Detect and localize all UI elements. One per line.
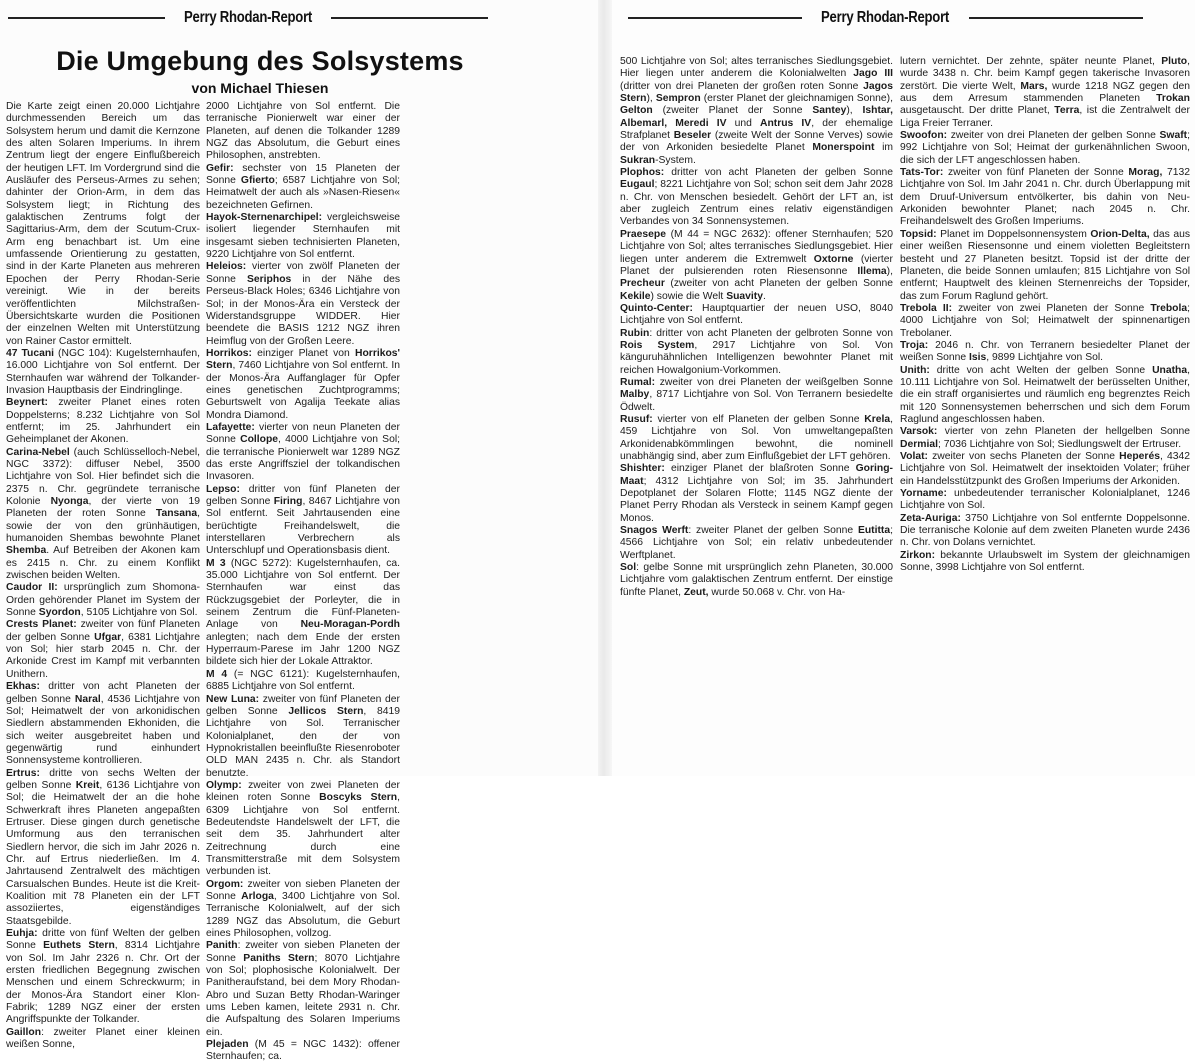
glossary-entry — [900, 365, 1190, 427]
glossary-entry — [206, 484, 400, 558]
entry-term: Monerspoint — [812, 142, 875, 154]
entry-text: (dritter von drei Planeten der großen roten Sonne — [620, 80, 864, 92]
entry-term: Neu-Moragan-Pordh — [300, 619, 400, 631]
entry-term: Quinto-Center: — [620, 302, 693, 314]
entry-text: im — [874, 142, 893, 154]
entry-text: , der ehemalige Strafplanet — [620, 117, 893, 142]
glossary-entry — [206, 780, 400, 879]
entry-term: Terra — [1054, 105, 1080, 117]
entry-text: ursprünglich zum Shomona-Orden gehörender Planet im System der Sonne — [6, 582, 200, 619]
entry-term: Plejaden — [206, 1039, 249, 1051]
glossary-entry — [206, 558, 400, 669]
entry-text: und — [726, 117, 760, 129]
entry-term: Mars, — [1020, 80, 1048, 92]
glossary-entry — [206, 669, 400, 694]
entry-text: , 2917 Lichtjahre von Sol. Von känguruhähnlichen Intelligenzen bewohnter Planet mit reichen Howalgonium-Vorkommen. — [620, 339, 893, 376]
entry-text: wurde 50.068 v. Chr. von Ha- — [708, 586, 846, 598]
entry-term: Zeut, — [683, 586, 709, 598]
entry-term: Eugaul — [620, 179, 655, 191]
entry-text: dritter von fünf Planeten der gelben Sonne — [206, 483, 400, 507]
entry-text: , 8467 Lichtjahre von Sol entfernt. Seit Jahrtausenden eine berüchtigte Freihandelswelt, die interstellaren Verbrechern als Unterschlupf und Operationsbasis dient. — [206, 496, 400, 557]
entry-text: dritter von acht Planeten der gelben Sonne — [6, 681, 200, 705]
entry-text: (erster Planet der gleichnamigen Sonne), — [700, 93, 893, 105]
entry-text: , sowie der von den grünhäutigen, humanoiden Shembas bewohnte Planet — [6, 508, 200, 545]
entry-text: anlegten; nach dem Ende der ersten Hyperraum-Parese im Jahr 1200 NGZ bildete sich hier der Lokale Attraktor. — [206, 631, 400, 668]
entry-text: ; 992 Lichtjahre von Sol; Heimat der gurkenähnlichen Swoon, die sich der LFT angeschlossen haben. — [900, 130, 1190, 166]
glossary-entry — [6, 348, 200, 397]
glossary-entry — [620, 525, 893, 562]
entry-term: Horrikos' Stern — [206, 347, 400, 372]
entry-text: , 6309 Lichtjahre von Sol entfernt. Bedeutendste Handelswelt der LFT, die seit dem 35. Jahrhundert alter Zeitrechnung durch eine Transmitterstraße mit dem Solsystem verbunden ist. — [206, 792, 401, 878]
glossary-entry — [6, 1027, 200, 1052]
entry-text: , 4000 Lichtjahre von Sol; die terranische Pionierwelt war 1289 NGZ das erste Angriffsziel der tolkandischen Invasoren. — [206, 434, 400, 483]
glossary-entry — [6, 397, 200, 446]
entry-text: : zweiter Planet der gelben Sonne — [688, 525, 858, 537]
running-head-label: Perry Rhodan-Report — [184, 9, 313, 26]
entry-text: : dritter von acht Planeten der gelbroten Sonne von — [649, 327, 893, 339]
entry-term: Shemba — [6, 545, 47, 557]
entry-text: zweiter von drei Planeten der weißgelben Sonne — [655, 376, 893, 388]
entry-text: , 6136 Lichtjahre von Sol; die Heimatwelt der an die hohe Schwerkraft ihres Planeten angepaßten Ertruser. Diese gingen durch genetische Umformung aus den terranischen Siedlern hervor, die sich im Jahr 2026 n. Chr. auf Ertrus niederließen. Im 4. Jahrtausend Zentralwelt des mächtigen Carsualschen Bundes. Heute ist die Kreit-Koalition mit 78 Planeten ein der LFT assoziiertes, eigenständiges Staatsgebilde. — [6, 779, 200, 927]
entry-term: Praesepe — [620, 228, 667, 240]
entry-text: bekannte Urlaubswelt im System der gleichnamigen Sonne, 3998 Lichtjahre von Sol entfernt. — [900, 549, 1190, 574]
entry-text: zweiter von sechs Planeten der Sonne — [927, 451, 1120, 462]
entry-term: Unatha — [1152, 364, 1188, 376]
entry-text: ; 4566 Lichtjahre von Sol; ein relativ unbedeutender Werftplanet. — [620, 525, 893, 561]
entry-text: ) sowie die Welt — [650, 290, 727, 302]
entry-term: Euthets Stern — [43, 940, 115, 952]
glossary-entry — [6, 768, 200, 928]
right-page — [600, 0, 1195, 776]
entry-text: vierter von zwölf Planeten der Sonne — [206, 261, 400, 285]
entry-text: , der vierte von 19 Planeten der roten Sonne — [6, 496, 200, 520]
entry-term: Kreit — [75, 779, 100, 791]
entry-text: ), — [646, 93, 656, 105]
glossary-entry — [900, 488, 1190, 513]
entry-text: zweiter von sieben Planeten der Sonne — [206, 878, 400, 902]
entry-term: Naral — [74, 693, 101, 705]
entry-term: Precheur — [620, 278, 665, 290]
entry-term: Boscyks Stern — [319, 792, 398, 804]
entry-term: Santey — [812, 105, 847, 117]
glossary-entry — [206, 879, 400, 941]
entry-term: M 4 — [206, 668, 228, 680]
entry-text: , 3400 Lichtjahre von Sol. Terranische Kolonialwelt, auf der sich 1289 NGZ das Absolutum, die Geburt eines Philosophen, vollzog. — [206, 891, 400, 940]
text-column — [900, 56, 1190, 574]
entry-text: in der Nähe des Perseus-Black Holes; 6346 Lichtjahre von Sol; in der Monos-Ära ein Versteck der Widerstandsgruppe WIDDER. Hier beendete die BASIS 1212 NGZ ihren Heimflug von der Großen Leere. — [206, 273, 400, 347]
article-byline: von Michael Thiesen — [191, 80, 329, 96]
text-column — [206, 101, 400, 1064]
entry-term: Jagos Stern — [620, 80, 893, 105]
entry-term: Ishtar, Albemarl, Meredi IV — [620, 105, 893, 129]
glossary-entry — [6, 582, 200, 619]
entry-term: Jellicos Stern — [288, 705, 364, 717]
entry-term: Sol — [620, 562, 637, 574]
entry-term: Malby — [620, 389, 650, 401]
entry-text: (NGC 5272): Kugelsternhaufen, ca. 35.000 Lichtjahre von Sol entfernt. Der Sternhaufen war einst das Rückzugsgebiet der Porleyter, die in seinem Zentrum die Fünf-Planeten-Anlage von — [206, 557, 400, 631]
entry-term: Antrus IV — [759, 117, 812, 129]
entry-term: Beynert: — [6, 397, 48, 409]
entry-text: , 8419 Lichtjahre von Sol. Terranischer Kolonialplanet, den der von Hypnokristallen beeinflußte Riesenroboter OLD MAN 2435 n. Chr. als Standort benutzte. — [206, 705, 400, 779]
entry-term: Dermial — [900, 438, 938, 450]
entry-term: Volat: — [900, 451, 928, 462]
glossary-entry — [620, 377, 893, 414]
entry-term: Suavity — [726, 290, 763, 302]
entry-term: Varsok: — [900, 426, 938, 438]
glossary-entry — [620, 229, 893, 303]
entry-text: , wurde 3438 n. Chr. beim Kampf gegen takerische Invasoren zerstört. Die vierte Welt, — [900, 56, 1190, 92]
glossary-entry — [206, 694, 400, 780]
text-column — [620, 56, 893, 599]
entry-text: unbedeutender terranischer Kolonialplanet, 1246 Lichtjahre von Sol. — [900, 488, 1190, 512]
entry-term: Gfierto — [240, 175, 275, 187]
entry-term: Crests Planet: — [6, 619, 77, 631]
entry-term: Sukran — [620, 154, 656, 166]
entry-term: Eutitta — [857, 525, 891, 537]
entry-term: Topsid: — [900, 228, 937, 240]
entry-text: ausgetauscht. Der dritte Planet, — [900, 105, 1055, 117]
entry-text: (M 44 = NGC 2632): offener Sternhaufen; 520 Lichtjahre von Sol; altes terranisches Siedlungsgebiet. Hier liegen unter anderem die Extremwelt — [620, 228, 893, 265]
entry-text: Planet im Doppelsonnensystem — [936, 228, 1091, 240]
glossary-entry — [6, 681, 200, 767]
entry-text: , 4342 Lichtjahre von Sol. Heimatwelt der insektoiden Volater; früher ein Handelsstützpunkt des Großen Imperiums der Arkoniden. — [900, 451, 1190, 487]
entry-text: , 8314 Lichtjahre von Sol. Im Jahr 2326 n. Chr. Ort der ersten friedlichen Begegnung zwischen Menschen und einem Schreckwurm; in der Monos-Ära Standort einer Klon-Fabrik; 1289 NGZ einer der ersten Angriffspunkte der Tolkander. — [6, 940, 200, 1026]
entry-term: Carina-Nebel — [6, 446, 70, 458]
entry-text: (= NGC 6121): Kugelsternhaufen, 6885 Lichtjahre von Sol entfernt. — [206, 668, 400, 693]
entry-text: , 459 Lichtjahre von Sol. Von umweltangepaßten Arkonidenabkömmlingen bewohnt, die nominell unabhängig sind, aber zum Einflußgebiet der LFT gehören. — [620, 413, 893, 462]
glossary-entry — [900, 167, 1190, 229]
entry-term: Trebola II: — [900, 302, 953, 314]
entry-term: Jago III — [853, 68, 893, 80]
entry-term: Ekhas: — [6, 681, 40, 693]
entry-text: sechster von 15 Planeten der Sonne — [206, 162, 400, 187]
entry-term: Goring-Maat — [620, 463, 893, 487]
entry-text: zweiter von fünf Planeten der gelben Sonne — [206, 693, 400, 717]
entry-term: Tats-Tor: — [900, 167, 944, 179]
entry-term: Paniths Stern — [243, 952, 315, 964]
entry-text: ), — [846, 105, 863, 117]
entry-text: , 10.111 Lichtjahre von Sol. Heimatwelt der berüsselten Unither, die ein straff organisiertes und räumlich eng begrenztes Reich mit 120 Sonnensystemen beherrschen und sich dem Forum Raglund angeschlossen haben. — [900, 364, 1190, 425]
entry-term: Olymp: — [206, 779, 242, 791]
entry-text: dritter von acht Planeten der gelben Sonne — [664, 167, 893, 179]
glossary-entry — [6, 447, 200, 583]
entry-text: 2000 Lichtjahre von Sol entfernt. Die terranische Pionierwelt war einer der Planeten, auf denen die Tolkander 1289 NGZ das Absolutum, die Geburt eines Philosophen, anstrebten. — [206, 101, 400, 162]
text-column — [6, 101, 200, 1051]
entry-text: (zweiter von acht Planeten der gelben Sonne — [664, 278, 893, 290]
entry-term: Zeta-Auriga: — [900, 512, 961, 524]
entry-term: Gelton — [620, 105, 653, 117]
entry-text: 3750 Lichtjahre von Sol entfernte Doppelsonne. Die terranische Kolonie auf dem zweiten Planeten wurde 2436 n. Chr. von Dolans vernichtet. — [900, 512, 1190, 549]
glossary-entry — [620, 414, 893, 463]
page-gutter — [598, 0, 612, 776]
entry-text: Die Karte zeigt einen 20.000 Lichtjahre durchmessenden Bereich um das Solsystem herum und damit die Kernzone des alten Solaren Imperiums. In ihrem Zentrum liegt der engere Einflußbereich der heutigen LFT. Im Vordergrund sind die Ausläufer des Perseus-Armes zu sehen; dahinter der Orion-Arm, in dem das Solsystem liegt; in Richtung des galaktischen Zentrums folgt der Sagittarius-Arm, dem der Scutum-Crux-Arm eng benachbart ist. Um eine umfassende Orientierung zu gestatten, sind in der Karte Planeten aus mehreren Epochen der Perry Rhodan-Serie vereinigt. Wie in der bereits veröffentlichten Milchstraßen-Übersichtskarte wurden die Positionen der einzelnen Welten mit Unterstützung von Rainer Castor ermittelt. — [6, 101, 200, 347]
entry-text: zweiter von fünf Planeten der Sonne — [943, 167, 1129, 179]
glossary-entry — [6, 619, 200, 681]
entry-term: Pluto — [1161, 56, 1188, 67]
entry-term: Kekile — [620, 290, 651, 302]
entry-term: Morag, — [1128, 167, 1163, 179]
entry-text: . — [762, 290, 766, 302]
glossary-entry — [206, 261, 400, 347]
glossary-entry — [620, 167, 893, 229]
entry-text: : zweiter von sieben Planeten der Sonne — [206, 940, 400, 964]
entry-term: Gefir: — [206, 162, 234, 174]
entry-term: Swoofon: — [900, 130, 948, 142]
entry-term: Firing — [273, 496, 303, 507]
entry-term: Arloga — [241, 891, 274, 902]
entry-text: 7132 Lichtjahre von Sol. Im Jahr 2041 n. Chr. durch Überlappung mit dem Druuf-Universum entvölkerter, bis dahin von Neu-Arkoniden bewohnter Planet; nach 2045 n. Chr. Freihandelswelt des Großen Imperiums. — [900, 167, 1190, 228]
entry-text: 500 Lichtjahre von Sol; altes terranisches Siedlungsgebiet. Hier liegen unter anderem die Kolonialwelten — [620, 56, 893, 80]
entry-text: ; 7036 Lichtjahre von Sol; Siedlungswelt der Ertruser. — [937, 438, 1182, 450]
entry-term: Krela — [864, 413, 891, 425]
glossary-entry — [900, 451, 1190, 488]
entry-term: Zirkon: — [900, 549, 936, 561]
glossary-entry — [900, 340, 1190, 365]
entry-text: , 4536 Lichtjahre von Sol; Heimatwelt der von arkonidischen Siedlern abstammenden Ekhoniden, die sich weiter ausgebreitet haben und gegenwärtig rund einhundert Sonnensysteme kontrollieren. — [6, 693, 200, 767]
entry-term: Gaillon — [6, 1026, 42, 1038]
entry-text: dritte von fünf Welten der gelben Sonne — [6, 928, 200, 952]
entry-term: Lepso: — [206, 483, 240, 495]
entry-term: Orgom: — [206, 878, 244, 890]
entry-term: Syordon — [38, 607, 81, 619]
glossary-entry — [6, 101, 200, 348]
glossary-entry — [900, 229, 1190, 303]
entry-term: Plophos: — [620, 167, 665, 179]
entry-term: Rubin — [620, 327, 650, 339]
entry-term: Ufgar — [94, 631, 122, 643]
entry-term: Panith — [206, 940, 238, 952]
entry-term: Shishter: — [620, 463, 665, 475]
entry-term: Beseler — [673, 130, 712, 142]
entry-text: , 6381 Lichtjahre von Sol; hier starb 2045 n. Chr. der Arkonide Crest im Kampf mit verbannten Unithern. — [6, 631, 201, 680]
glossary-entry — [206, 212, 400, 261]
entry-text: Hauptquartier der neuen USO, 8040 Lichtjahre von Sol entfernt. — [620, 302, 893, 327]
entry-term: Ertrus: — [6, 767, 40, 779]
glossary-entry — [620, 463, 893, 525]
entry-term: Snagos Werft — [620, 525, 689, 537]
entry-term: Euhja: — [6, 928, 38, 940]
glossary-entry — [900, 303, 1190, 340]
entry-text: , 5105 Lichtjahre von Sol. — [80, 607, 198, 619]
entry-text: zweiter von zwei Planeten der Sonne — [952, 302, 1151, 314]
header-rule-left — [628, 17, 802, 19]
entry-text: ; 8221 Lichtjahre von Sol; schon seit dem Jahr 2028 n. Chr. von Menschen besiedelt. Gehört der LFT an, ist aber zugleich Zentrum eines relativ eigenständigen Verbandes von 34 Sonnensystemen. — [620, 179, 893, 228]
entry-text: dritte von sechs Welten der gelben Sonne — [6, 767, 200, 791]
header-rule-right — [969, 17, 1143, 19]
entry-text: (vierter Planet der pulsierenden roten Riesensonne — [620, 253, 893, 277]
entry-text: , ist die Zentralwelt der Liga Freier Terraner. — [900, 105, 1190, 129]
entry-term: Trebola — [1150, 302, 1188, 314]
glossary-entry — [206, 101, 400, 163]
glossary-entry — [206, 1039, 400, 1064]
entry-text: : zweiter Planet einer kleinen weißen Sonne, — [6, 1026, 200, 1051]
running-head — [628, 8, 1143, 28]
entry-text: zweiter von drei Planeten der gelben Sonne — [947, 130, 1160, 142]
entry-text: vergleichsweise isoliert liegender Sternhaufen mit insgesamt sieben technisierten Planeten, 9220 Lichtjahre von Sol entfernt. — [206, 212, 400, 261]
entry-term: Unith: — [900, 364, 930, 376]
entry-term: Heperés — [1119, 451, 1160, 462]
header-rule-left — [8, 17, 165, 19]
entry-term: Seriphos — [247, 273, 292, 285]
entry-text: vierter von neun Planeten der Sonne — [206, 421, 400, 446]
entry-term: Orion-Delta, — [1090, 228, 1150, 240]
entry-text: vierter von elf Planeten der gelben Sonne — [652, 413, 865, 425]
entry-text: 2046 n. Chr. von Terranern besiedelter Planet der weißen Sonne — [900, 339, 1190, 364]
entry-text: ; 8070 Lichtjahre von Sol; plophosische Kolonialwelt. Der Panitheraufstand, bei dem Mory Rhodan-Abro und Suzan Betty Rhodan-Waringer ums Leben kamen, leitete 2931 n. Chr. die Aufspaltung des Solaren Imperiums ein. — [206, 952, 400, 1038]
glossary-entry — [206, 940, 400, 1039]
entry-text: (auch Schlüsselloch-Nebel, NGC 3372): diffuser Nebel, 3500 Lichtjahre von Sol. Hier befindet sich die 2375 n. Chr. gegründete terranische Kolonie — [6, 446, 200, 507]
glossary-entry — [620, 328, 893, 377]
entry-term: Rumal: — [620, 376, 656, 388]
article-title: Die Umgebung des Solsystems — [56, 46, 464, 76]
running-head-label: Perry Rhodan-Report — [821, 9, 950, 26]
entry-term: M 3 — [206, 557, 226, 569]
entry-term: Illema — [857, 265, 887, 277]
glossary-entry — [206, 348, 400, 422]
glossary-entry — [900, 426, 1190, 451]
header-rule-right — [331, 17, 488, 19]
entry-term: Tansana — [155, 508, 198, 520]
entry-term: Caudor II: — [6, 582, 58, 594]
glossary-entry — [206, 422, 400, 484]
entry-text: einziger Planet von — [251, 347, 355, 359]
entry-term: Heleios: — [206, 261, 247, 273]
glossary-entry — [900, 513, 1190, 550]
entry-term: New Luna: — [206, 693, 260, 705]
glossary-entry — [900, 130, 1190, 167]
entry-text: (zweiter Planet der Sonne — [652, 105, 813, 117]
entry-text: , 9899 Lichtjahre von Sol. — [986, 352, 1104, 364]
entry-text: ), — [886, 265, 893, 277]
entry-text: , 7460 Lichtjahre von Sol entfernt. In der Monos-Ära Auffanglager für Opfer eines genetischen Zuchtprogramms; Geburtswelt von Agalija Teekate alias Mondra Diamond. — [206, 360, 400, 421]
entry-term: Swaft — [1159, 130, 1188, 142]
entry-term: Trokan — [1156, 93, 1190, 105]
entry-term: Isis — [969, 352, 987, 364]
entry-term: Hayok-Sternenarchipel: — [206, 212, 323, 224]
running-head — [8, 8, 488, 28]
entry-term: Lafayette: — [206, 421, 255, 433]
entry-text: zweiter von zwei Planeten der kleinen roten Sonne — [206, 779, 400, 804]
entry-text: das aus einer weißen Riesensonne und einem violetten Begleitstern besteht und 27 Planeten besitzt. Topsid ist der dritte der Planeten, die beide Sonnen umlaufen; 815 Lichtjahre von Sol entfernt; Hauptwelt des kleinen Sternenreichs der Topsider, das zum Forum Raglund gehört. — [900, 228, 1190, 302]
entry-text: (zweite Welt der Sonne Verves) sowie der von Arkoniden besiedelte Planet — [620, 130, 893, 154]
entry-text: ; 6587 Lichtjahre von Sol; Heimatwelt der auch als »Nasen-Riesen« bezeichneten Gefirnen. — [206, 175, 400, 211]
entry-text: wurde 1218 NGZ gegen den aus dem Arresum stammenden Planeten — [900, 80, 1190, 105]
entry-term: Rois System — [620, 339, 695, 351]
glossary-entry — [6, 928, 200, 1027]
entry-term: Yorname: — [900, 488, 947, 500]
entry-text: vierter von zehn Planeten der hellgelben Sonne — [937, 426, 1190, 438]
entry-text: : gelbe Sonne mit ursprünglich zehn Planeten, 30.000 Lichtjahre vom galaktischen Zentrum entfernt. Der einstige fünfte Planet, — [620, 562, 893, 598]
entry-text: (M 45 = NGC 1432): offener Sternhaufen; ca. — [206, 1039, 400, 1063]
glossary-entry — [206, 163, 400, 212]
entry-text: ; 4312 Lichtjahre von Sol; im 35. Jahrhundert Depotplanet der Solaren Flotte; 1145 NGZ diente der Planet Perry Rhodan als Versteck in seinem Kampf gegen Monos. — [620, 475, 893, 524]
glossary-entry — [620, 562, 893, 599]
entry-text: . Auf Betreiben der Akonen kam es 2415 n. Chr. zu einem Konflikt zwischen beiden Welten. — [6, 545, 200, 582]
glossary-entry — [620, 56, 893, 167]
glossary-entry — [900, 56, 1190, 130]
entry-text: , 8717 Lichtjahre von Sol. Von Terranern besiedelte Ödwelt. — [620, 389, 893, 413]
entry-text: lutern vernichtet. Der zehnte, später neunte Planet, — [900, 56, 1162, 67]
entry-term: Nyonga — [50, 496, 89, 507]
entry-term: Oxtorne — [813, 253, 854, 265]
entry-term: Rusuf: — [620, 413, 653, 425]
glossary-entry — [620, 303, 893, 328]
entry-text: zweiter Planet eines roten Doppelsterns; 8.232 Lichtjahre von Sol entfernt; im 25. Jahrhundert ein Geheimplanet der Akonen. — [6, 397, 200, 446]
entry-term: Troja: — [900, 339, 929, 351]
entry-term: Collope — [240, 434, 279, 446]
glossary-entry — [900, 550, 1190, 575]
entry-text: (NGC 104): Kugelsternhaufen, 16.000 Lichtjahre von Sol entfernt. Der Sternhaufen war während der Tolkander-Invasion Hauptbasis der Eindringlinge. — [6, 347, 200, 396]
entry-text: ; 4000 Lichtjahre von Sol; Heimatwelt der spinnenartigen Trebolaner. — [900, 302, 1190, 339]
entry-term: Horrikos: — [206, 347, 252, 359]
entry-text: -System. — [655, 154, 696, 166]
entry-text: einziger Planet der blaßroten Sonne — [664, 463, 856, 475]
entry-text: zweiter von fünf Planeten der gelben Sonne — [6, 619, 200, 643]
entry-term: Sempron — [655, 93, 701, 105]
entry-term: 47 Tucani — [6, 347, 55, 359]
entry-text: dritte von acht Welten der gelben Sonne — [929, 364, 1153, 376]
